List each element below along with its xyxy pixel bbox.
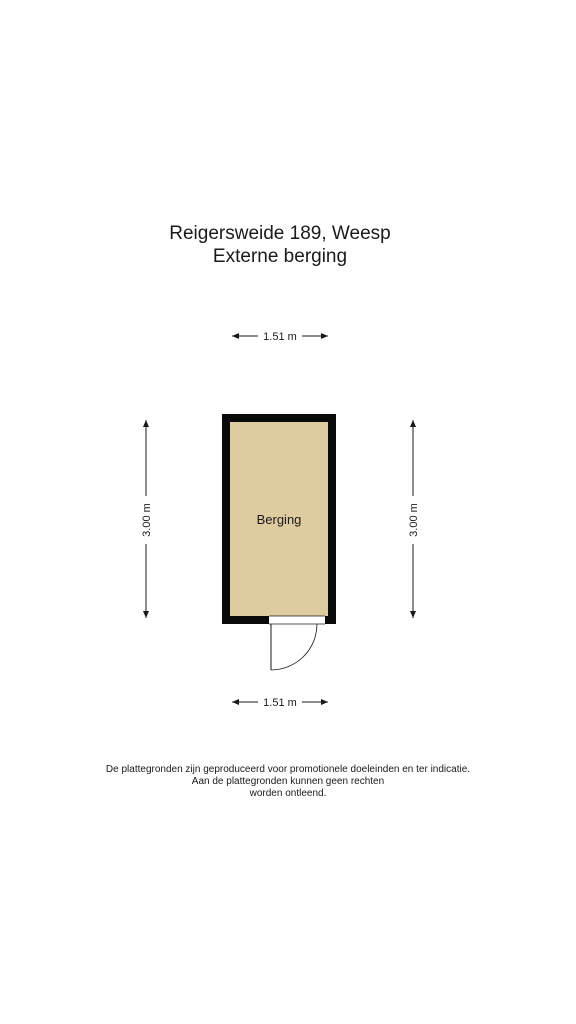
- door: [269, 616, 325, 670]
- dimension-top-width: [232, 331, 328, 343]
- dimension-left-height: [141, 420, 153, 618]
- disclaimer-line: De plattegronden zijn geproduceerd voor promotionele doeleinden en ter indicatie.: [105, 764, 471, 775]
- dimension-label: 1.51 m: [263, 697, 297, 709]
- property-address: Reigersweide 189, Weesp: [169, 223, 391, 244]
- disclaimer-line: worden ontleend.: [249, 788, 327, 799]
- floor-plan-subtitle: Externe berging: [212, 246, 348, 267]
- dimension-bottom-width: [232, 697, 328, 709]
- dimension-label: 3.00 m: [408, 503, 420, 537]
- disclaimer-line: Aan de plattegronden kunnen geen rechten: [191, 776, 385, 787]
- room-berging: [222, 414, 336, 624]
- dimension-label: 3.00 m: [141, 503, 153, 537]
- door-opening: [269, 616, 325, 624]
- dimension-label: 1.51 m: [263, 331, 297, 343]
- door-swing-arc: [271, 624, 317, 670]
- dimension-right-height: [408, 420, 420, 618]
- disclaimer: [0, 764, 576, 800]
- room-label: Berging: [256, 512, 302, 527]
